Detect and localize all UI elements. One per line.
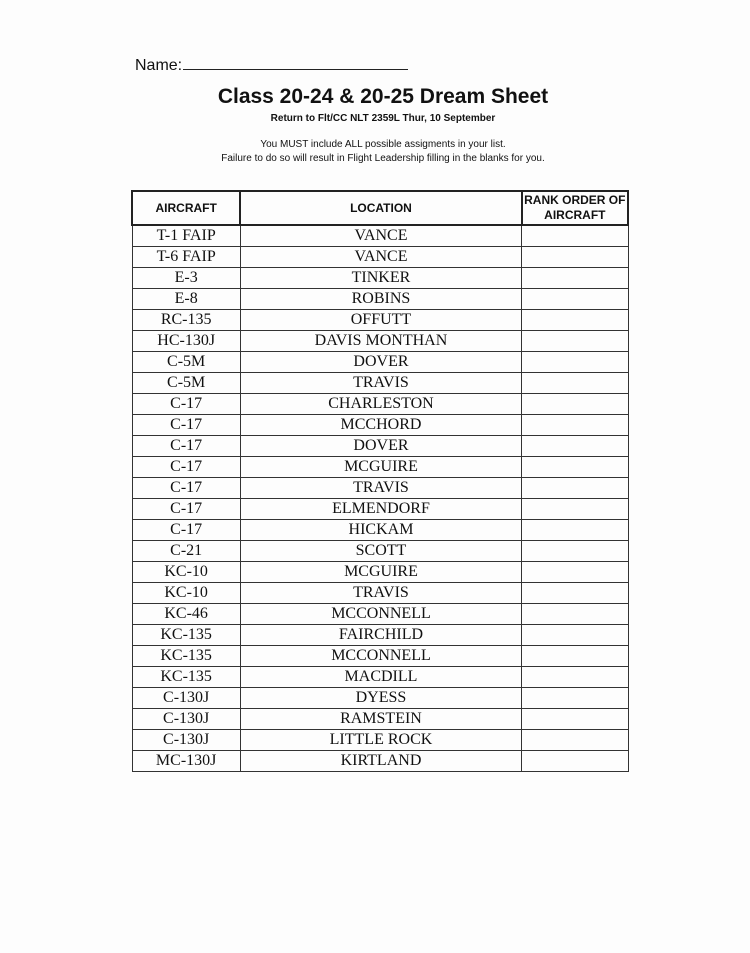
rank-input-cell[interactable]: [522, 562, 628, 583]
table-row: [132, 688, 628, 709]
rank-input-cell[interactable]: [522, 331, 628, 352]
rank-input-cell[interactable]: [522, 709, 628, 730]
location-cell: RAMSTEIN: [240, 709, 521, 730]
table-row: [132, 457, 628, 478]
aircraft-cell: KC-46: [132, 604, 240, 625]
location-cell: MCCHORD: [240, 415, 521, 436]
aircraft-cell: C-5M: [132, 373, 240, 394]
aircraft-cell: KC-135: [132, 646, 240, 667]
rank-input-cell[interactable]: [522, 646, 628, 667]
location-cell: TINKER: [240, 268, 521, 289]
table-row: [132, 310, 628, 331]
rank-input-cell[interactable]: [522, 688, 628, 709]
rank-input-cell[interactable]: [522, 436, 628, 457]
table-row: [132, 667, 628, 688]
location-cell: DOVER: [240, 436, 521, 457]
aircraft-cell: HC-130J: [132, 331, 240, 352]
location-cell: FAIRCHILD: [240, 625, 521, 646]
page-title: Class 20-24 & 20-25 Dream Sheet: [217, 85, 549, 108]
table-row: [132, 268, 628, 289]
table-row: [132, 352, 628, 373]
aircraft-cell: C-17: [132, 499, 240, 520]
location-cell: MACDILL: [240, 667, 521, 688]
table-row: [132, 520, 628, 541]
location-cell: TRAVIS: [240, 478, 521, 499]
location-cell: MCGUIRE: [240, 457, 521, 478]
aircraft-cell: E-3: [132, 268, 240, 289]
location-cell: MCGUIRE: [240, 562, 521, 583]
table-row: [132, 709, 628, 730]
rank-input-cell[interactable]: [522, 499, 628, 520]
table-row: [132, 625, 628, 646]
location-cell: MCCONNELL: [240, 646, 521, 667]
table-row: [132, 583, 628, 604]
location-cell: VANCE: [240, 225, 521, 247]
table-row: [132, 562, 628, 583]
table-row: [132, 646, 628, 667]
rank-input-cell[interactable]: [522, 730, 628, 751]
name-label: Name:: [135, 57, 183, 74]
aircraft-cell: KC-10: [132, 562, 240, 583]
location-cell: VANCE: [240, 247, 521, 268]
table-row: [132, 394, 628, 415]
aircraft-cell: C-17: [132, 394, 240, 415]
table-row: [132, 499, 628, 520]
aircraft-cell: C-17: [132, 415, 240, 436]
table-row: [132, 751, 628, 772]
rank-input-cell[interactable]: [522, 520, 628, 541]
aircraft-cell: C-130J: [132, 688, 240, 709]
aircraft-cell: C-130J: [132, 709, 240, 730]
table-row: [132, 478, 628, 499]
location-cell: OFFUTT: [240, 310, 521, 331]
location-cell: SCOTT: [240, 541, 521, 562]
aircraft-cell: E-8: [132, 289, 240, 310]
aircraft-cell: C-17: [132, 478, 240, 499]
aircraft-cell: C-5M: [132, 352, 240, 373]
location-cell: DOVER: [240, 352, 521, 373]
instruction-note: Failure to do so will result in Flight Leadership filling in the blanks for you.: [221, 153, 545, 164]
table-row: [132, 289, 628, 310]
location-cell: MCCONNELL: [240, 604, 521, 625]
aircraft-cell: KC-135: [132, 667, 240, 688]
table-row: [132, 373, 628, 394]
header-location: LOCATION: [240, 191, 521, 225]
rank-input-cell[interactable]: [522, 457, 628, 478]
aircraft-cell: T-1 FAIP: [132, 225, 240, 247]
aircraft-cell: T-6 FAIP: [132, 247, 240, 268]
table-row: [132, 604, 628, 625]
aircraft-cell: MC-130J: [132, 751, 240, 772]
rank-input-cell[interactable]: [522, 415, 628, 436]
rank-input-cell[interactable]: [522, 225, 628, 247]
location-cell: DAVIS MONTHAN: [240, 331, 521, 352]
location-cell: CHARLESTON: [240, 394, 521, 415]
table-row: [132, 730, 628, 751]
aircraft-cell: C-17: [132, 520, 240, 541]
rank-input-cell[interactable]: [522, 289, 628, 310]
aircraft-cell: C-17: [132, 436, 240, 457]
location-cell: ROBINS: [240, 289, 521, 310]
rank-input-cell[interactable]: [522, 478, 628, 499]
location-cell: TRAVIS: [240, 583, 521, 604]
aircraft-cell: C-21: [132, 541, 240, 562]
rank-input-cell[interactable]: [522, 667, 628, 688]
table-header-row: [132, 191, 628, 225]
header-rank-order: RANK ORDER OF AIRCRAFT: [522, 191, 628, 225]
location-cell: LITTLE ROCK: [240, 730, 521, 751]
rank-input-cell[interactable]: [522, 541, 628, 562]
header-aircraft: AIRCRAFT: [132, 191, 240, 225]
rank-input-cell[interactable]: [522, 394, 628, 415]
table-row: [132, 415, 628, 436]
aircraft-cell: C-17: [132, 457, 240, 478]
table-row: [132, 247, 628, 268]
rank-input-cell[interactable]: [522, 604, 628, 625]
rank-input-cell[interactable]: [522, 751, 628, 772]
aircraft-cell: C-130J: [132, 730, 240, 751]
location-cell: DYESS: [240, 688, 521, 709]
table-row: [132, 331, 628, 352]
dream-sheet-table: [131, 190, 629, 772]
location-cell: TRAVIS: [240, 373, 521, 394]
table-row: [132, 541, 628, 562]
rank-input-cell[interactable]: [522, 268, 628, 289]
rank-input-cell[interactable]: [522, 247, 628, 268]
aircraft-cell: KC-135: [132, 625, 240, 646]
location-cell: ELMENDORF: [240, 499, 521, 520]
aircraft-cell: RC-135: [132, 310, 240, 331]
location-cell: KIRTLAND: [240, 751, 521, 772]
rank-input-cell[interactable]: [522, 373, 628, 394]
rank-input-cell[interactable]: [522, 625, 628, 646]
table-row: [132, 225, 628, 247]
return-instructions: Return to Flt/CC NLT 2359L Thur, 10 September: [270, 113, 496, 124]
rank-input-cell[interactable]: [522, 583, 628, 604]
name-blank-line[interactable]: [183, 53, 408, 70]
instruction-note: You MUST include ALL possible assigments in your list.: [260, 139, 506, 150]
aircraft-cell: KC-10: [132, 583, 240, 604]
name-field: [135, 53, 408, 75]
table-row: [132, 436, 628, 457]
rank-input-cell[interactable]: [522, 310, 628, 331]
location-cell: HICKAM: [240, 520, 521, 541]
rank-input-cell[interactable]: [522, 352, 628, 373]
